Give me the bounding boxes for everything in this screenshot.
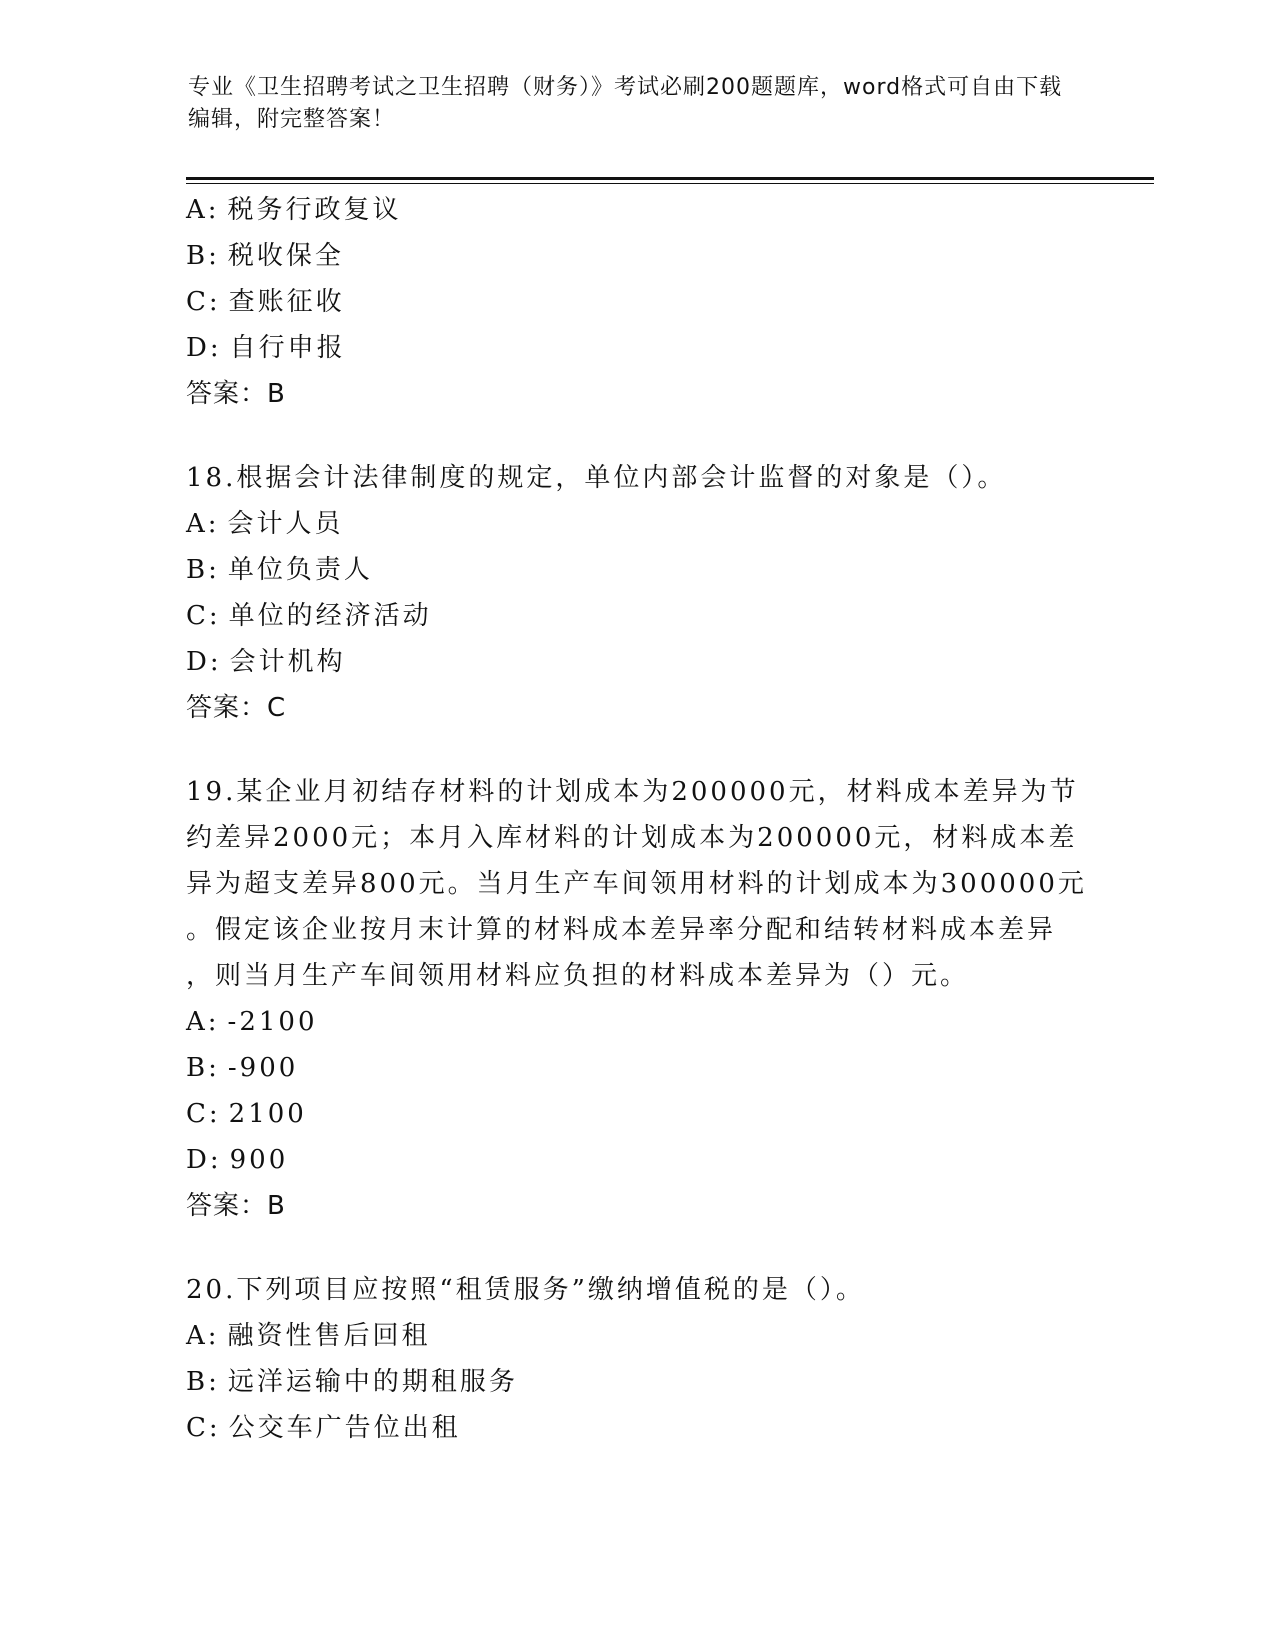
option-c: C: 2100: [186, 1099, 307, 1129]
spacer: [186, 731, 1086, 769]
spacer: [186, 417, 1086, 455]
option-d: D: 会计机构: [186, 647, 346, 677]
answer-line: 答案：B: [186, 379, 286, 409]
question-stem-line: 约差异2000元；本月入库材料的计划成本为200000元，材料成本差: [186, 823, 1078, 853]
spacer: [186, 1229, 1086, 1267]
option-b: B: 单位负责人: [186, 555, 373, 585]
option-b: B: 远洋运输中的期租服务: [186, 1367, 518, 1397]
question-stem-line: ，则当月生产车间领用材料应负担的材料成本差异为（）元。: [186, 961, 970, 991]
question-stem: 18.根据会计法律制度的规定，单位内部会计监督的对象是（）。: [186, 463, 1007, 493]
option-c: C: 查账征收: [186, 287, 345, 317]
option-c: C: 公交车广告位出租: [186, 1413, 461, 1443]
option-a: A: 融资性售后回租: [186, 1321, 431, 1351]
question-content: [186, 187, 1086, 1451]
option-a: A: 会计人员: [186, 509, 344, 539]
answer-line: 答案：C: [186, 693, 287, 723]
option-b: B: -900: [186, 1053, 299, 1083]
question-stem: 20.下列项目应按照“租赁服务”缴纳增值税的是（）。: [186, 1275, 865, 1305]
question-18: [186, 455, 1086, 731]
option-a: A: -2100: [186, 1007, 318, 1037]
question-20: [186, 1267, 1086, 1451]
question-stem-line: 。假定该企业按月末计算的材料成本差异率分配和结转材料成本差异: [186, 915, 1057, 945]
document-header: 专业《卫生招聘考试之卫生招聘（财务）》考试必刷200题题库，word格式可自由下载编辑，附完整答案！: [188, 75, 1063, 132]
header-rule-thick: [186, 177, 1154, 180]
question-17: [186, 187, 1086, 417]
option-b: B: 税收保全: [186, 241, 344, 271]
question-stem-line: 异为超支差异800元。当月生产车间领用材料的计划成本为300000元: [186, 869, 1087, 899]
answer-line: 答案：B: [186, 1191, 286, 1221]
option-c: C: 单位的经济活动: [186, 601, 432, 631]
header-rule-thin: [186, 183, 1154, 184]
question-19: [186, 769, 1086, 1229]
option-d: D: 自行申报: [186, 333, 346, 363]
question-stem-line: 19.某企业月初结存材料的计划成本为200000元，材料成本差异为节: [186, 777, 1079, 807]
option-d: D: 900: [186, 1145, 289, 1175]
option-a: A: 税务行政复议: [186, 195, 402, 225]
